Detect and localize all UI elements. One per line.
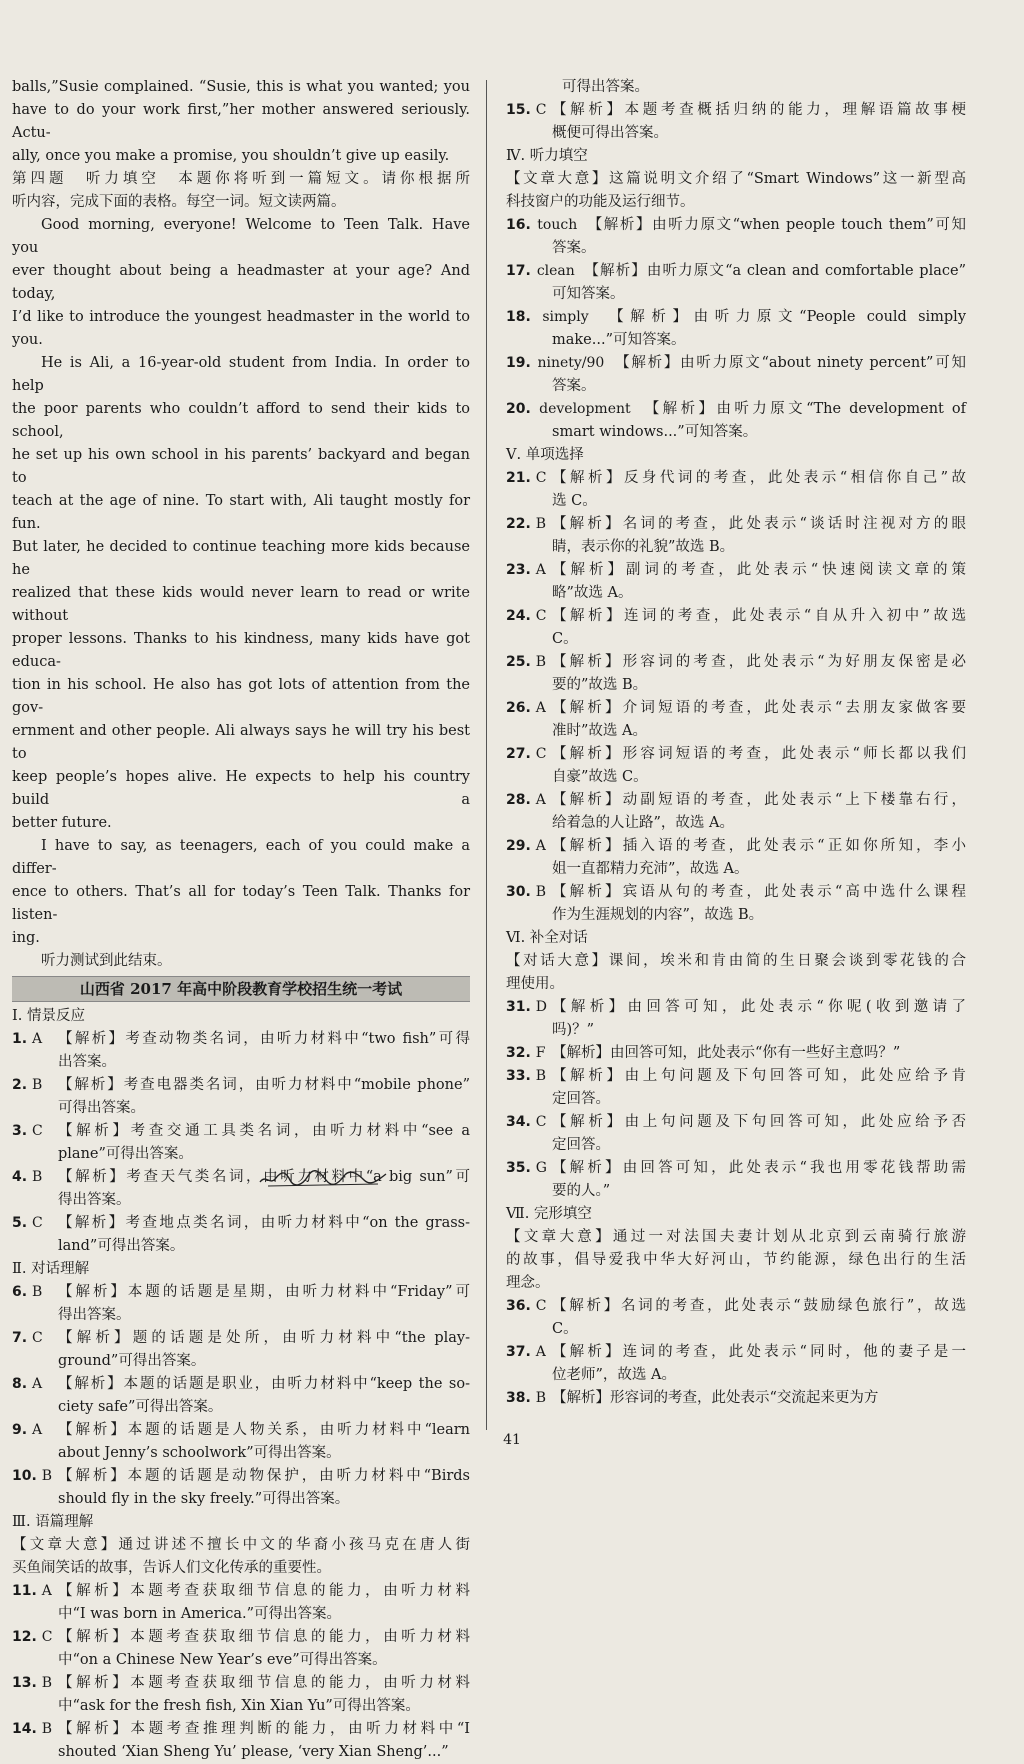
text-line: the poor parents who couldn’t afford to send their kids to school,: [12, 401, 470, 440]
text-line: teach at the age of nine. To start with, Ali taught mostly for fun.: [12, 493, 470, 532]
answer-number: [12, 1028, 42, 1051]
exam-title-banner: 山西省 2017 年高中阶段教育学校招生统一考试: [12, 976, 470, 1002]
section-heading: Ⅱ. 对话理解: [12, 1261, 90, 1277]
text-line: 【解析】本题的话题是星期，由听力材料中“Friday”可: [58, 1284, 470, 1300]
text-line: 的故事，倡导爱我中华大好河山，节约能源，绿色出行的生活: [506, 1252, 966, 1268]
question-number: 36.: [506, 1298, 531, 1314]
text-line: 听内容，完成下面的表格。每空一词。短文读两篇。: [12, 194, 346, 210]
answer-number: [506, 1065, 546, 1088]
question-number: 22.: [506, 516, 531, 532]
text-line: 理使用。: [506, 976, 564, 992]
text-line: keep people’s hopes alive. He expects to help his country build a: [12, 769, 470, 808]
text-line: 【对话大意】课间，埃米和肯由简的生日聚会谈到零花钱的合: [506, 953, 966, 969]
answer-item: [506, 996, 966, 1042]
text-line: proper lessons. Thanks to his kindness, many kids have got educa-: [12, 631, 470, 670]
answer-word: ninety/90: [537, 355, 605, 371]
answer-letter: A: [535, 1344, 546, 1360]
text-line: 第四题 听力填空 本题你将听到一篇短文。请你根据所: [12, 171, 470, 187]
question-number: 37.: [506, 1344, 531, 1360]
page-number: 41: [503, 1432, 521, 1448]
question-number: 15.: [506, 102, 531, 118]
answer-item: [506, 1295, 966, 1341]
text-line: you.: [12, 332, 43, 348]
question-number: 31.: [506, 999, 531, 1015]
text-line: 【解析】反身代词的考查，此处表示“相信你自己”故: [552, 470, 966, 486]
text-line: tion in his school. He also has got lots of attention from the gov-: [12, 677, 470, 716]
answer-letter: C: [535, 102, 547, 118]
text-line: 作为生涯规划的内容”，故选 B。: [552, 907, 764, 923]
text-line: 【解析】名词的考查，此处表示“谈话时注视对方的眼: [552, 516, 966, 532]
answer-number: [506, 881, 546, 904]
answer-item: [12, 1327, 470, 1373]
question-number: 7.: [12, 1330, 28, 1346]
answer-item: [506, 697, 966, 743]
answer-number: [506, 217, 577, 233]
text-line: realized that these kids would never learn to read or write without: [12, 585, 470, 624]
text-line: [506, 306, 966, 329]
answer-number: [506, 309, 589, 325]
handwritten-scribble: [258, 1168, 388, 1190]
text-line: 科技窗户的功能及运行细节。: [506, 194, 695, 210]
text-line: 【解析】由回答可知，此处表示“你有一些好主意吗？”: [552, 1045, 901, 1061]
text-line: [506, 398, 966, 421]
text-line: 【解析】连词的考查，此处表示“同时，他的妻子是一: [552, 1344, 966, 1360]
text-line: 要的”故选 B。: [552, 677, 648, 693]
answer-item: [12, 1281, 470, 1327]
answer-letter: B: [31, 1284, 43, 1300]
text-line: Good morning, everyone! Welcome to Teen Talk. Have you: [12, 217, 470, 256]
question-number: 16.: [506, 217, 531, 233]
answer-letter: C: [31, 1215, 43, 1231]
answer-number: [12, 1120, 43, 1143]
answer-letter: A: [535, 700, 546, 716]
text-line: 自豪”故选 C。: [552, 769, 648, 785]
text-line: 准时”故选 A。: [552, 723, 647, 739]
answer-letter: A: [31, 1376, 43, 1392]
text-line: 【解析】考查交通工具类名词，由听力材料中“see a: [58, 1123, 470, 1139]
text-line: I’d like to introduce the youngest headmaster in the world to: [12, 309, 470, 325]
text-line: 【解析】由上句问题及下句回答可知，此处应给予否: [552, 1114, 966, 1130]
text-line: 答案。: [552, 240, 596, 256]
answer-item: [506, 559, 966, 605]
text-line: 略”故选 A。: [552, 585, 633, 601]
answer-number: [506, 467, 546, 490]
text-line: have to do your work first,”her mother answered seriously. Actu-: [12, 102, 470, 141]
text-line: 得出答案。: [58, 1192, 131, 1208]
question-number: 24.: [506, 608, 531, 624]
answer-number: [12, 1373, 42, 1396]
answer-word: clean: [536, 263, 575, 279]
answer-number: [12, 1327, 43, 1350]
answer-letter: B: [31, 1077, 43, 1093]
text-line: [506, 214, 966, 237]
answer-number: [12, 1580, 52, 1603]
answer-item: [506, 605, 966, 651]
text-line: 听力测试到此结束。: [41, 953, 172, 969]
answer-number: [506, 1157, 547, 1180]
text-line: 【解析】考查天气类名词，由听力材料中“a big sun”可: [58, 1169, 470, 1185]
answer-number: [506, 789, 546, 812]
question-number: 1.: [12, 1031, 28, 1047]
text-line: 【解析】连词的考查，此处表示“自从升入初中”故选: [552, 608, 966, 624]
answer-number: [506, 605, 546, 628]
answer-letter: A: [535, 562, 546, 578]
text-line: 【解析】形容词的考查，此处表示“交流起来更为方: [552, 1390, 879, 1406]
answer-letter: C: [535, 470, 547, 486]
answer-letter: B: [41, 1675, 52, 1691]
text-line: land”可得出答案。: [58, 1238, 185, 1254]
text-line: he set up his own school in his parents’ backyard and began to: [12, 447, 470, 486]
question-number: 13.: [12, 1675, 37, 1691]
text-line: 【解析】名词的考查，此处表示“鼓励绿色旅行”，故选: [552, 1298, 966, 1314]
section-heading: Ⅴ. 单项选择: [506, 447, 584, 463]
text-line: 给着急的人让路”，故选 A。: [552, 815, 734, 831]
question-number: 35.: [506, 1160, 531, 1176]
answer-number: [12, 1626, 52, 1649]
answer-number: [12, 1166, 42, 1189]
question-number: 20.: [506, 401, 531, 417]
text-line: I have to say, as teenagers, each of you could make a differ-: [12, 838, 470, 877]
answer-number: [506, 1042, 545, 1065]
section-heading: Ⅶ. 完形填空: [506, 1206, 592, 1222]
text-line: 【解析】由回答可知，此处表示“我也用零花钱帮助需: [552, 1160, 966, 1176]
question-number: 27.: [506, 746, 531, 762]
answer-letter: C: [535, 608, 547, 624]
text-line: 要的人。”: [552, 1183, 611, 1199]
answer-letter: C: [31, 1123, 43, 1139]
answer-letter: B: [535, 884, 546, 900]
text-line: ence to others. That’s all for today’s Teen Talk. Thanks for listen-: [12, 884, 470, 923]
answer-item: [506, 1157, 966, 1203]
question-number: 28.: [506, 792, 531, 808]
text-line: 吗)？”: [552, 1022, 595, 1038]
answer-item: [12, 1166, 470, 1212]
question-number: 10.: [12, 1468, 37, 1484]
answer-letter: C: [31, 1330, 43, 1346]
text-line: about Jenny’s schoolwork”可得出答案。: [58, 1445, 341, 1461]
text-line: 【解析】本题考查获取细节信息的能力，由听力材料: [58, 1629, 470, 1645]
text-line: 【解析】形容词的考查，此处表示“为好朋友保密是必: [552, 654, 966, 670]
text-line: 【解析】动副短语的考查，此处表示“上下楼靠右行，: [552, 792, 966, 808]
question-number: 33.: [506, 1068, 531, 1084]
answer-number: [506, 743, 546, 766]
text-line: 概便可得出答案。: [552, 125, 668, 141]
text-line: 中“ask for the fresh fish, Xin Xian Yu”可得出答案。: [58, 1698, 420, 1714]
text-line: 【解析】由上句问题及下句回答可知，此处应给予肯: [552, 1068, 966, 1084]
answer-item: [12, 1373, 470, 1419]
answer-letter: A: [41, 1583, 52, 1599]
answer-letter: D: [535, 999, 547, 1015]
answer-item: [12, 1718, 470, 1764]
question-number: 29.: [506, 838, 531, 854]
question-number: 34.: [506, 1114, 531, 1130]
text-line: ing.: [12, 930, 40, 946]
question-number: 4.: [12, 1169, 28, 1185]
answer-letter: G: [535, 1160, 547, 1176]
section-heading: Ⅰ. 情景反应: [12, 1008, 85, 1024]
text-line: 【解析】形容词短语的考查，此处表示“师长都以我们: [552, 746, 966, 762]
question-number: 17.: [506, 263, 531, 279]
answer-item: [506, 835, 966, 881]
question-number: 8.: [12, 1376, 28, 1392]
question-number: 19.: [506, 355, 531, 371]
explanation-text: 【解析】由听力原文“a clean and comfortable place”: [591, 263, 966, 279]
text-line: 【解析】本题考查获取细节信息的能力，由听力材料: [58, 1583, 470, 1599]
answer-word: development: [539, 401, 631, 417]
answer-number: [506, 1111, 546, 1134]
answer-item: [506, 306, 966, 352]
question-number: 14.: [12, 1721, 37, 1737]
answer-letter: B: [535, 654, 546, 670]
explanation-text: 【解析】由听力原文“The development of: [652, 401, 967, 417]
text-line: 可知答案。: [552, 286, 625, 302]
text-line: 【文章大意】通过讲述不擅长中文的华裔小孩马克在唐人街: [12, 1537, 470, 1553]
text-line: 【解析】副词的考查，此处表示“快速阅读文章的策: [552, 562, 966, 578]
question-number: 3.: [12, 1123, 28, 1139]
question-number: 25.: [506, 654, 531, 670]
text-line: 中“on a Chinese New Year’s eve”可得出答案。: [58, 1652, 387, 1668]
answer-number: [506, 99, 546, 122]
answer-item: [506, 789, 966, 835]
text-line: ever thought about being a headmaster at your age? And today,: [12, 263, 470, 302]
text-line: 【解析】插入语的考查，此处表示“正如你所知，李小: [552, 838, 966, 854]
text-line: 位老师”，故选 A。: [552, 1367, 676, 1383]
answer-letter: B: [535, 1068, 546, 1084]
answer-letter: B: [41, 1721, 52, 1737]
text-line: C。: [552, 1321, 578, 1337]
answer-item: [506, 1387, 966, 1410]
answer-word: touch: [537, 217, 578, 233]
text-line: 出答案。: [58, 1054, 116, 1070]
text-line: 【解析】考查电器类名词，由听力材料中“mobile phone”: [58, 1077, 470, 1093]
answer-item: [506, 214, 966, 260]
text-line: 可得出答案。: [58, 1100, 145, 1116]
text-line: 【解析】考查动物类名词，由听力材料中“two fish”可得: [58, 1031, 470, 1047]
question-number: 30.: [506, 884, 531, 900]
question-number: 11.: [12, 1583, 37, 1599]
answer-item: [12, 1074, 470, 1120]
answer-word: simply: [542, 309, 589, 325]
answer-number: [12, 1212, 43, 1235]
answer-letter: C: [535, 746, 547, 762]
text-line: 【解析】宾语从句的考查，此处表示“高中选什么课程: [552, 884, 966, 900]
text-line: ally, once you make a promise, you shouldn’t give up easily.: [12, 148, 450, 164]
section-heading: Ⅵ. 补全对话: [506, 930, 588, 946]
explanation-text: 【解析】由听力原文“when people touch them”可知: [594, 217, 966, 233]
answer-number: [506, 996, 547, 1019]
answer-letter: C: [535, 1114, 547, 1130]
answer-letter: A: [535, 792, 546, 808]
question-number: 21.: [506, 470, 531, 486]
text-line: better future.: [12, 815, 112, 831]
answer-number: [506, 697, 546, 720]
text-line: 中“I was born in America.”可得出答案。: [58, 1606, 341, 1622]
text-line: 【解析】本题的话题是人物关系，由听力材料中“learn: [58, 1422, 470, 1438]
text-line: ground”可得出答案。: [58, 1353, 206, 1369]
answer-letter: B: [535, 1390, 546, 1406]
text-line: C。: [552, 631, 578, 647]
answer-item: [506, 651, 966, 697]
answer-item: [12, 1580, 470, 1626]
answer-number: [12, 1718, 52, 1741]
text-line: He is Ali, a 16-year-old student from India. In order to help: [12, 355, 470, 394]
text-line: shouted ‘Xian Sheng Yu’ please, ‘very Xian Sheng’...”: [58, 1744, 449, 1760]
question-number: 2.: [12, 1077, 28, 1093]
answer-number: [506, 401, 631, 417]
text-line: 【解析】本题的话题是职业，由听力材料中“keep the so-: [58, 1376, 470, 1392]
text-line: 【解析】考查地点类名词，由听力材料中“on the grass-: [58, 1215, 470, 1231]
answer-letter: A: [535, 838, 546, 854]
answer-item: [506, 881, 966, 927]
answer-item: [506, 1042, 966, 1065]
question-number: 38.: [506, 1390, 531, 1406]
answer-item: [12, 1672, 470, 1718]
explanation-text: 【解析】由听力原文“People could simply: [616, 309, 967, 325]
answer-letter: A: [31, 1422, 43, 1438]
answer-item: [506, 1341, 966, 1387]
section-heading: Ⅳ. 听力填空: [506, 148, 588, 164]
answer-item: [12, 1212, 470, 1258]
question-number: 12.: [12, 1629, 37, 1645]
answer-item: [506, 352, 966, 398]
answer-item: [506, 398, 966, 444]
answer-number: [506, 1295, 546, 1318]
text-line: 可得出答案。: [562, 79, 649, 95]
text-line: 【解析】由回答可知，此处表示“你呢(收到邀请了: [552, 999, 966, 1015]
text-line: balls,”Susie complained. “Susie, this is what you wanted; you: [12, 79, 470, 95]
text-line: 【文章大意】通过一对法国夫妻计划从北京到云南骑行旅游: [506, 1229, 966, 1245]
text-line: 得出答案。: [58, 1307, 131, 1323]
answer-number: [506, 263, 575, 279]
answer-item: [506, 1065, 966, 1111]
text-line: 【解析】本题考查概括归纳的能力，理解语篇故事梗: [552, 102, 966, 118]
text-line: 姐一直都精力充沛”，故选 A。: [552, 861, 749, 877]
text-line: 睛，表示你的礼貌”故选 B。: [552, 539, 735, 555]
answer-letter: B: [41, 1468, 52, 1484]
answer-letter: B: [535, 516, 546, 532]
text-line: 定回答。: [552, 1137, 610, 1153]
text-line: 选 C。: [552, 493, 597, 509]
text-line: 买鱼闹笑话的故事，告诉人们文化传承的重要性。: [12, 1560, 331, 1576]
answer-number: [12, 1074, 42, 1097]
text-line: [506, 260, 966, 283]
text-line: 理念。: [506, 1275, 550, 1291]
answer-number: [12, 1281, 42, 1304]
question-number: 9.: [12, 1422, 28, 1438]
column-divider: [486, 80, 487, 1430]
explanation-text: 【解析】由听力原文“about ninety percent”可知: [622, 355, 966, 371]
question-number: 5.: [12, 1215, 28, 1231]
answer-number: [506, 1387, 546, 1410]
text-line: [506, 352, 966, 375]
answer-item: [12, 1465, 470, 1511]
answer-number: [506, 1341, 546, 1364]
text-line: 【解析】介词短语的考查，此处表示“去朋友家做客要: [552, 700, 966, 716]
text-line: ernment and other people. Ali always says he will try his best to: [12, 723, 470, 762]
text-line: 答案。: [552, 378, 596, 394]
answer-item: [506, 743, 966, 789]
text-line: 【解析】本题的话题是动物保护，由听力材料中“Birds: [58, 1468, 470, 1484]
answer-number: [506, 835, 546, 858]
answer-item: [12, 1120, 470, 1166]
text-line: 【解析】本题考查推理判断的能力，由听力材料中“I: [58, 1721, 470, 1737]
section-heading: Ⅲ. 语篇理解: [12, 1514, 94, 1530]
answer-letter: C: [535, 1298, 547, 1314]
text-line: plane”可得出答案。: [58, 1146, 193, 1162]
question-number: 32.: [506, 1045, 531, 1061]
answer-number: [506, 355, 604, 371]
answer-number: [506, 559, 546, 582]
text-line: ciety safe”可得出答案。: [58, 1399, 223, 1415]
left-column: [12, 76, 470, 1764]
text-line: make...”可知答案。: [552, 332, 686, 348]
answer-letter: B: [31, 1169, 43, 1185]
text-line: 【解析】题的话题是处所，由听力材料中“the play-: [58, 1330, 470, 1346]
answer-letter: A: [31, 1031, 43, 1047]
answer-item: [506, 513, 966, 559]
text-line: smart windows...”可知答案。: [552, 424, 758, 440]
question-number: 23.: [506, 562, 531, 578]
answer-item: [506, 467, 966, 513]
question-number: 6.: [12, 1284, 28, 1300]
question-number: 18.: [506, 309, 531, 325]
answer-item: [12, 1626, 470, 1672]
answer-letter: F: [535, 1045, 546, 1061]
answer-number: [506, 513, 546, 536]
text-line: 【文章大意】这篇说明文介绍了“Smart Windows”这一新型高: [506, 171, 966, 187]
answer-item: [506, 1111, 966, 1157]
answer-item: [506, 99, 966, 145]
text-line: should fly in the sky freely.”可得出答案。: [58, 1491, 350, 1507]
answer-letter: C: [41, 1629, 53, 1645]
text-line: But later, he decided to continue teaching more kids because he: [12, 539, 470, 578]
answer-number: [506, 651, 546, 674]
answer-item: [506, 260, 966, 306]
answer-item: [12, 1028, 470, 1074]
right-column: [506, 76, 966, 1410]
question-number: 26.: [506, 700, 531, 716]
text-line: 定回答。: [552, 1091, 610, 1107]
answer-number: [12, 1672, 52, 1695]
text-line: 【解析】本题考查获取细节信息的能力，由听力材料: [58, 1675, 470, 1691]
